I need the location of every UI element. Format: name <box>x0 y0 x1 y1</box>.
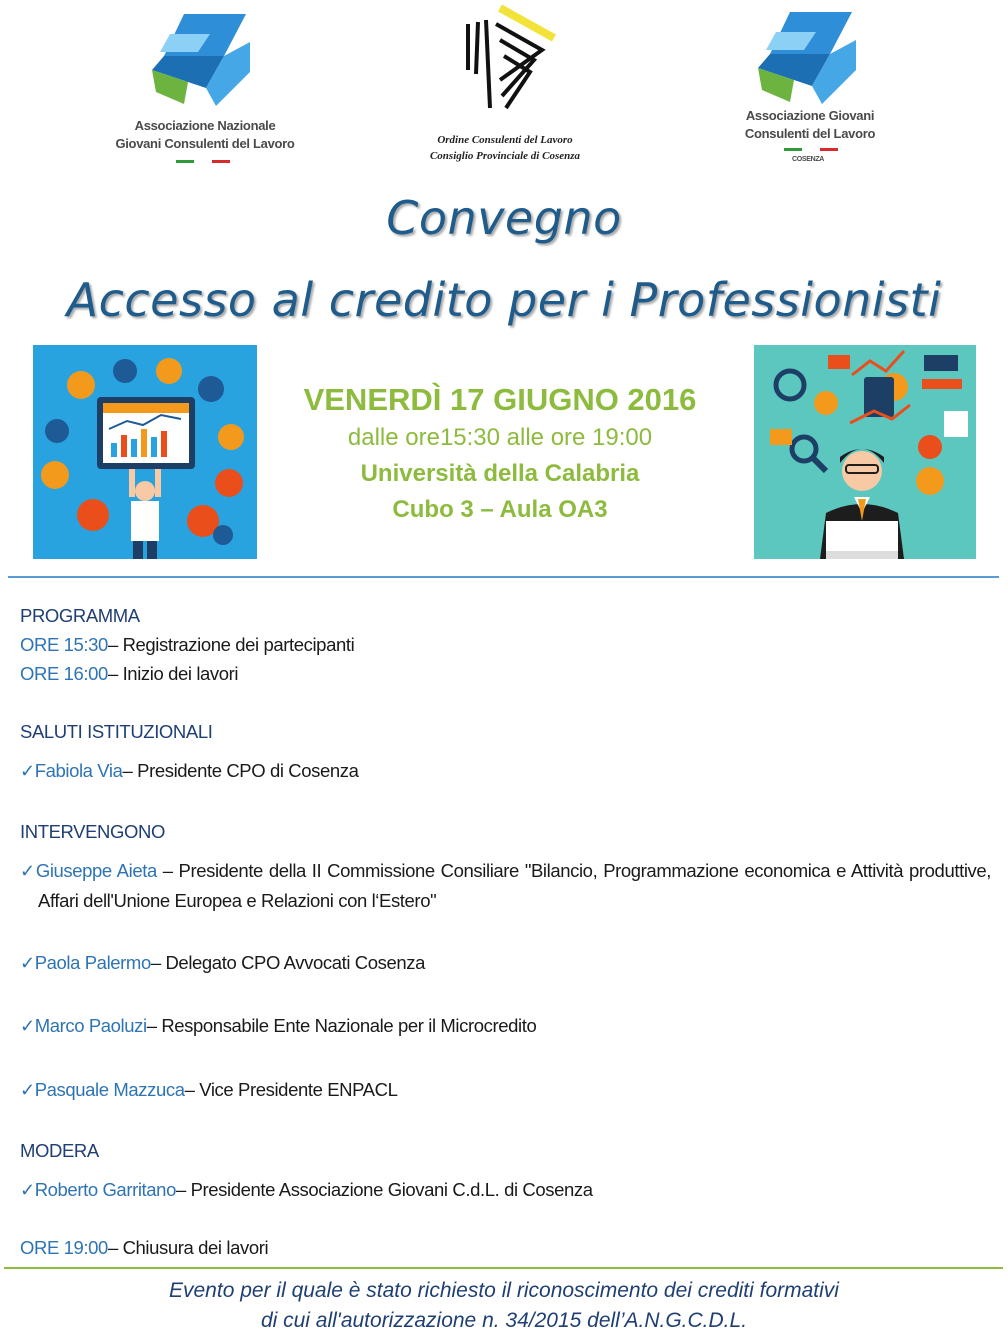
speaker-item: ✓Roberto Garritano– Presidente Associazione Giovani C.d.L. di Cosenza <box>20 1179 593 1200</box>
footer-line2: di cui all'autorizzazione n. 34/2015 dell’A.N.G.C.D.L. <box>260 1309 748 1332</box>
agcl-logo-line1: Associazione Giovani <box>745 108 875 123</box>
speaker-item: ✓Paola Palermo– Delegato CPO Avvocati Cosenza <box>20 952 426 973</box>
agcl-logo-line3: COSENZA <box>791 156 825 163</box>
interventi-heading: INTERVENGONO <box>20 821 165 842</box>
event-date: VENERDÌ 17 GIUGNO 2016 <box>303 382 697 417</box>
agcl-cube-logo <box>756 10 860 106</box>
title-convegno: Convegno <box>386 191 622 245</box>
divider <box>4 1267 1003 1269</box>
ocl-logo <box>450 4 560 114</box>
speaker-item: ✓Giuseppe Aieta – Presidente della II Commissione Consiliare "Bilancio, Programmazione economica e Attività produttive, Affari dell'Unione Europea e Relazioni con l‘Estero" <box>20 860 992 911</box>
agcl-logo-line2: Consulenti del Lavoro <box>744 126 876 141</box>
program-heading: PROGRAMMA <box>20 605 140 626</box>
ocl-logo-line1: Ordine Consulenti del Lavoro <box>437 134 573 146</box>
event-info <box>280 380 720 528</box>
event-hours: dalle ore15:30 alle ore 19:00 <box>347 424 653 451</box>
tech-illustration <box>33 345 257 559</box>
italian-flag-icon <box>784 148 838 151</box>
closing-section <box>20 1233 991 1262</box>
check-icon: ✓ <box>20 1016 35 1036</box>
anc-logo-line2: Giovani Consulenti del Lavoro <box>115 136 295 151</box>
finance-illustration <box>754 345 976 559</box>
check-icon: ✓ <box>20 861 36 881</box>
anc-cube-logo <box>150 12 254 108</box>
modera-section <box>20 1136 991 1205</box>
speaker-item: ✓Fabiola Via– Presidente CPO di Cosenza <box>20 760 359 781</box>
check-icon: ✓ <box>20 953 35 973</box>
footer-note <box>0 1276 1008 1336</box>
modera-heading: MODERA <box>20 1140 99 1161</box>
program-item: ORE 16:00– Inizio dei lavori <box>20 663 239 684</box>
divider <box>8 576 999 578</box>
event-room: Cubo 3 – Aula OA3 <box>392 496 608 523</box>
ocl-logo-line2: Consiglio Provinciale di Cosenza <box>429 150 581 162</box>
check-icon: ✓ <box>20 1180 35 1200</box>
program-item: ORE 15:30– Registrazione dei partecipanti <box>20 634 355 655</box>
saluti-section <box>20 717 991 786</box>
program-item: ORE 19:00– Chiusura dei lavori <box>20 1237 269 1258</box>
interventi-section <box>20 817 991 1105</box>
check-icon: ✓ <box>20 761 35 781</box>
anc-logo-line1: Associazione Nazionale <box>134 118 276 133</box>
program-section <box>20 601 991 688</box>
title-main: Accesso al credito per i Professionisti <box>66 273 942 327</box>
event-venue: Università della Calabria <box>360 460 640 487</box>
check-icon: ✓ <box>20 1080 35 1100</box>
italian-flag-icon <box>176 160 230 163</box>
speaker-item: ✓Pasquale Mazzuca– Vice Presidente ENPACL <box>20 1079 398 1100</box>
saluti-heading: SALUTI ISTITUZIONALI <box>20 721 213 742</box>
speaker-item: ✓Marco Paoluzi– Responsabile Ente Nazionale per il Microcredito <box>20 1015 537 1036</box>
footer-line1: Evento per il quale è stato richiesto il riconoscimento dei crediti formativi <box>169 1279 839 1302</box>
